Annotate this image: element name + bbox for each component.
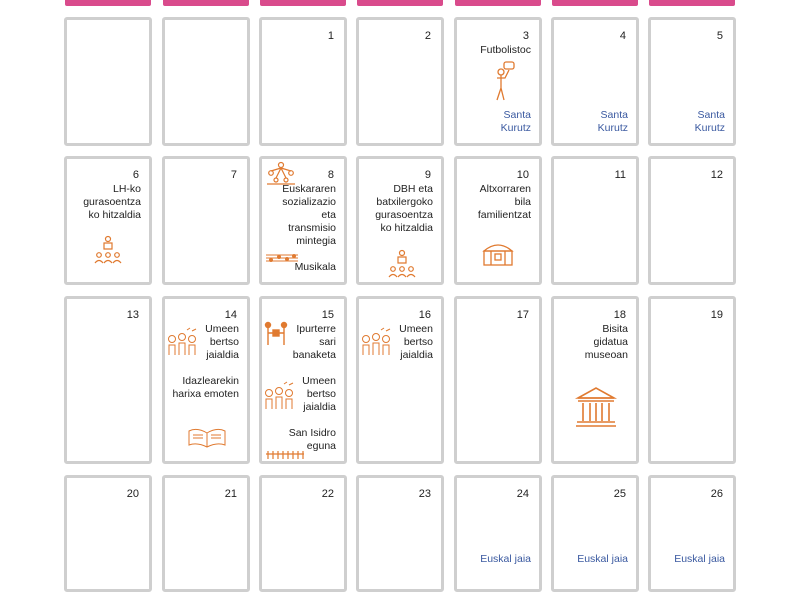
day-number: 12 <box>710 169 723 181</box>
event-lh-hitzaldia[interactable]: LH-ko gurasoentza ko hitzaldia <box>83 183 141 221</box>
day-number: 20 <box>126 488 139 500</box>
weekday-header-3 <box>260 0 346 6</box>
day-number: 9 <box>424 169 431 181</box>
event-bisita-gidatua[interactable]: Bisita gidatua museoan <box>584 323 628 361</box>
day-number: 22 <box>321 488 334 500</box>
event-umeen-bertso-jaialdia[interactable]: Umeen bertso jaialdia <box>302 375 336 413</box>
day-number: 19 <box>710 309 723 321</box>
event-euskal-jaia[interactable]: Euskal jaia <box>480 553 531 565</box>
day-cell-15[interactable] <box>259 296 347 464</box>
person-speaking-icon <box>489 60 517 102</box>
day-number: 23 <box>418 488 431 500</box>
day-cell-12[interactable] <box>648 156 736 285</box>
day-cell-empty[interactable] <box>162 17 250 146</box>
day-cell-8[interactable] <box>259 156 347 285</box>
event-umeen-bertso-jaialdia[interactable]: Umeen bertso jaialdia <box>399 323 433 361</box>
event-futbolistoc[interactable]: Futbolistoc <box>480 44 531 56</box>
day-number: 13 <box>126 309 139 321</box>
day-number: 5 <box>716 30 723 42</box>
day-number: 3 <box>522 30 529 42</box>
event-euskal-jaia[interactable]: Euskal jaia <box>577 553 628 565</box>
museum-icon <box>574 385 618 429</box>
dancers-icon <box>265 450 305 460</box>
day-cell-9[interactable] <box>356 156 444 285</box>
treasure-chest-icon <box>481 239 515 267</box>
day-cell-22[interactable] <box>259 475 347 592</box>
weekday-header-2 <box>163 0 249 6</box>
day-cell-19[interactable] <box>648 296 736 464</box>
day-cell-2[interactable] <box>356 17 444 146</box>
day-number: 7 <box>230 169 237 181</box>
event-musikala[interactable]: Musikala <box>294 261 336 273</box>
day-cell-empty[interactable] <box>64 17 152 146</box>
day-number: 17 <box>516 309 529 321</box>
weekday-header-4 <box>357 0 443 6</box>
day-number: 26 <box>710 488 723 500</box>
event-santa-kurutz[interactable]: Santa Kurutz <box>500 109 531 134</box>
open-book-icon <box>187 427 227 449</box>
day-number: 25 <box>613 488 626 500</box>
day-cell-10[interactable] <box>454 156 542 285</box>
day-cell-14[interactable] <box>162 296 250 464</box>
event-san-isidro[interactable]: San Isidro eguna <box>288 427 336 452</box>
day-cell-3[interactable] <box>454 17 542 146</box>
event-euskara-mintegia[interactable]: Euskararen sozializazio eta transmisio mintegia <box>282 183 336 247</box>
event-santa-kurutz[interactable]: Santa Kurutz <box>694 109 725 134</box>
day-cell-17[interactable] <box>454 296 542 464</box>
day-number: 18 <box>613 309 626 321</box>
network-people-icon <box>266 161 296 185</box>
day-number: 1 <box>327 30 334 42</box>
day-number: 24 <box>516 488 529 500</box>
day-cell-1[interactable] <box>259 17 347 146</box>
day-cell-7[interactable] <box>162 156 250 285</box>
day-number: 15 <box>321 309 334 321</box>
day-cell-25[interactable] <box>551 475 639 592</box>
day-cell-20[interactable] <box>64 475 152 592</box>
award-handover-icon <box>264 321 288 347</box>
day-number: 8 <box>327 169 334 181</box>
day-cell-21[interactable] <box>162 475 250 592</box>
event-altxorraren-bila[interactable]: Altxorraren bila familientzat <box>477 183 531 221</box>
weekday-header-5 <box>455 0 541 6</box>
day-number: 6 <box>132 169 139 181</box>
day-number: 16 <box>418 309 431 321</box>
event-santa-kurutz[interactable]: Santa Kurutz <box>597 109 628 134</box>
weekday-header-1 <box>65 0 151 6</box>
day-number: 10 <box>516 169 529 181</box>
day-cell-5[interactable] <box>648 17 736 146</box>
day-cell-16[interactable] <box>356 296 444 464</box>
day-cell-24[interactable] <box>454 475 542 592</box>
day-number: 11 <box>614 169 626 181</box>
event-ipurterre-sari[interactable]: Ipurterre sari banaketa <box>292 323 336 361</box>
event-euskal-jaia[interactable]: Euskal jaia <box>674 553 725 565</box>
weekday-header-7 <box>649 0 735 6</box>
event-dbh-hitzaldia[interactable]: DBH eta batxilergoko gurasoentza ko hitzaldia <box>375 183 433 234</box>
day-cell-11[interactable] <box>551 156 639 285</box>
day-number: 2 <box>424 30 431 42</box>
day-number: 4 <box>619 30 626 42</box>
weekday-header-6 <box>552 0 638 6</box>
day-cell-23[interactable] <box>356 475 444 592</box>
day-cell-6[interactable] <box>64 156 152 285</box>
day-number: 21 <box>224 488 237 500</box>
day-cell-4[interactable] <box>551 17 639 146</box>
event-umeen-bertso-jaialdia[interactable]: Umeen bertso jaialdia <box>205 323 239 361</box>
presenter-audience-icon <box>387 249 417 279</box>
event-idazlearekin[interactable]: Idazlearekin harixa emoten <box>172 375 239 400</box>
day-cell-26[interactable] <box>648 475 736 592</box>
presenter-audience-icon <box>93 235 123 265</box>
day-cell-18[interactable] <box>551 296 639 464</box>
day-cell-13[interactable] <box>64 296 152 464</box>
day-number: 14 <box>224 309 237 321</box>
